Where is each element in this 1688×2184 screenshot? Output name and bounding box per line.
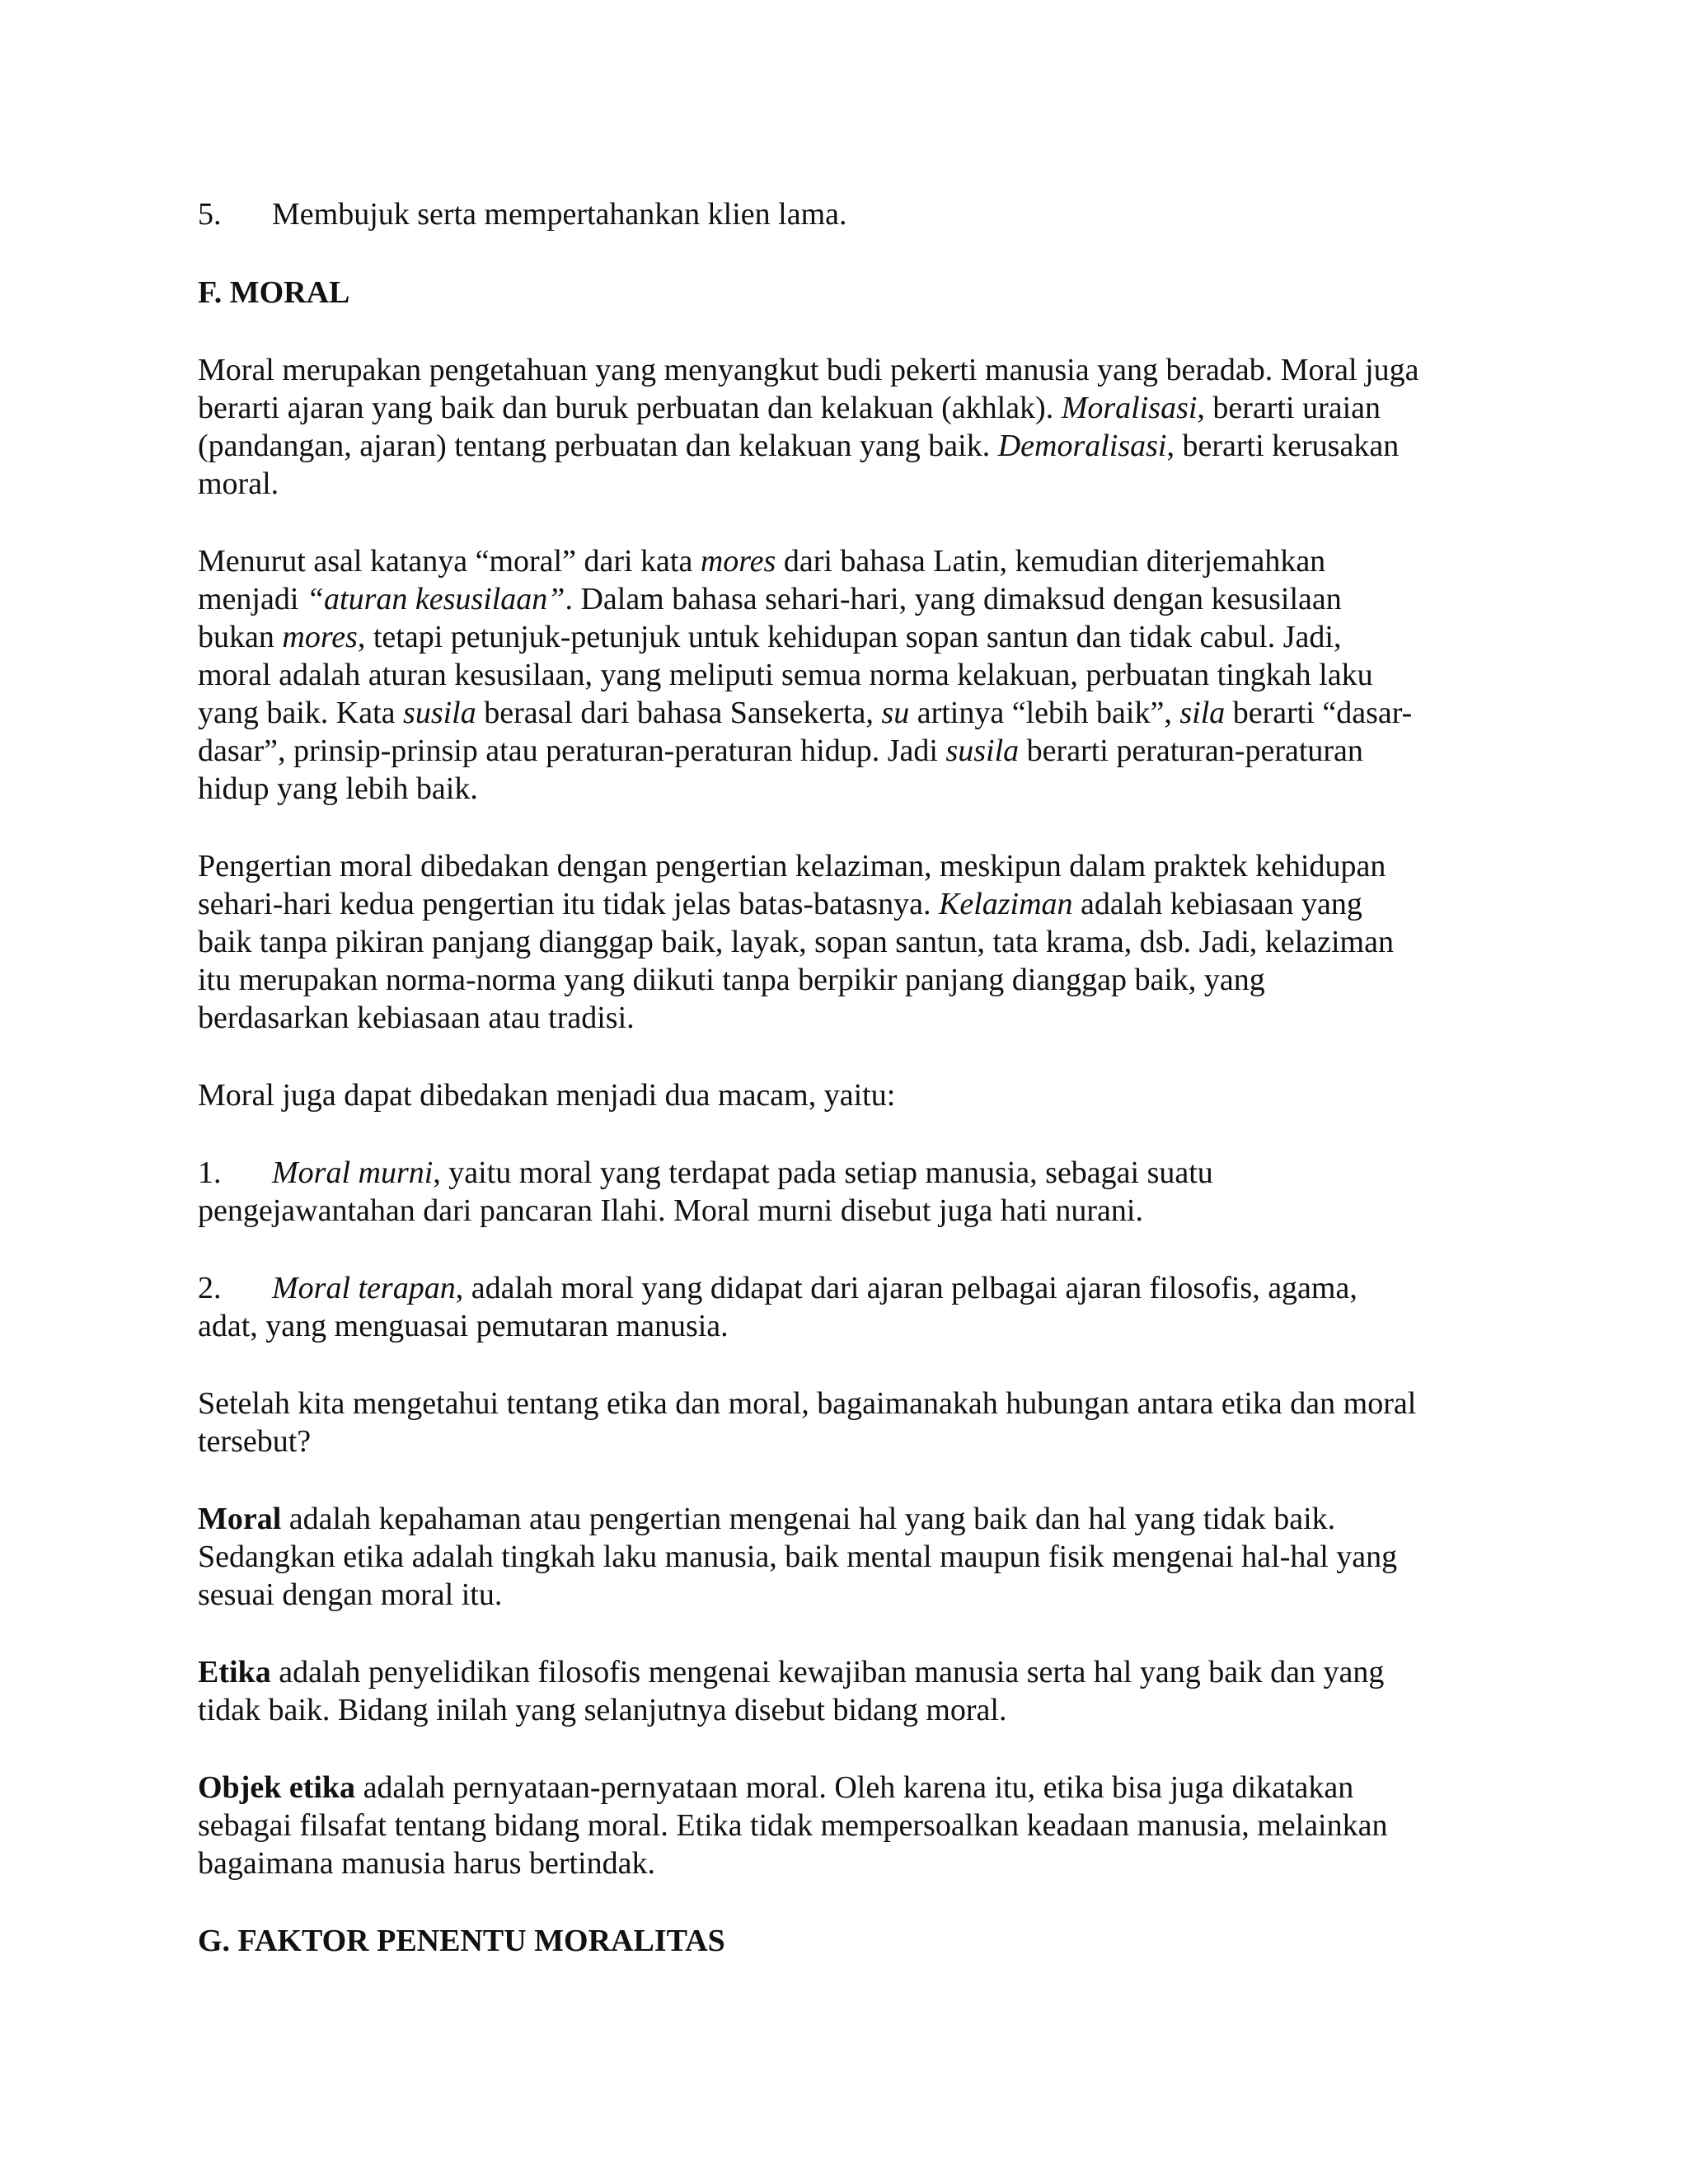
p1-line-2 bbox=[198, 389, 1500, 427]
text-run: yang baik. Kata bbox=[198, 696, 404, 730]
list-number: 5. bbox=[198, 197, 222, 232]
p7-line-2: tidak baik. Bidang inilah yang selanjutnya disebut bidang moral. bbox=[198, 1693, 1007, 1727]
italic-term: susila bbox=[945, 733, 1020, 768]
text-run: . Dalam bahasa sehari-hari, yang dimaksud dengan kesusilaan bbox=[565, 582, 1342, 616]
p5-line-2: tersebut? bbox=[198, 1424, 312, 1459]
text-run: berarti “dasar- bbox=[1225, 696, 1413, 730]
p3-line-1: Pengertian moral dibedakan dengan pengertian kelaziman, meskipun dalam praktek kehidupan bbox=[198, 849, 1386, 883]
numbered-item-1 bbox=[198, 1154, 1500, 1192]
numbered-item-1-line-2: pengejawantahan dari pancaran Ilahi. Moral murni disebut juga hati nurani. bbox=[198, 1193, 1143, 1228]
text-run: bukan bbox=[198, 620, 283, 654]
text-run: , yaitu moral yang terdapat pada setiap manusia, sebagai suatu bbox=[433, 1155, 1213, 1190]
p7-line-1 bbox=[198, 1653, 1500, 1691]
p1-line-1: Moral merupakan pengetahuan yang menyangkut budi pekerti manusia yang beradab. Moral juga bbox=[198, 353, 1419, 387]
p2-line-3 bbox=[198, 618, 1500, 656]
text-run: berarti ajaran yang baik dan buruk perbuatan dan kelakuan (akhlak). bbox=[198, 391, 1062, 425]
text-run: menjadi bbox=[198, 582, 307, 616]
italic-term: Demoralisasi bbox=[997, 429, 1167, 463]
p2-line-6 bbox=[198, 732, 1500, 770]
text-run: dasar”, prinsip-prinsip atau peraturan-peraturan hidup. Jadi bbox=[198, 733, 946, 768]
bold-term: Etika bbox=[198, 1655, 271, 1690]
list-item-text: Membujuk serta mempertahankan klien lama. bbox=[272, 197, 847, 232]
list-item-5 bbox=[198, 195, 1500, 233]
p2-line-1 bbox=[198, 542, 1500, 580]
p6-line-1 bbox=[198, 1500, 1500, 1538]
list-number: 1. bbox=[198, 1155, 222, 1190]
italic-term: susila bbox=[403, 696, 476, 730]
text-run: adalah penyelidikan filosofis mengenai kewajiban manusia serta hal yang baik dan yang bbox=[270, 1655, 1385, 1690]
p3-line-4: itu merupakan norma-norma yang diikuti tanpa berpikir panjang dianggap baik, yang bbox=[198, 963, 1265, 997]
p8-line-2: sebagai filsafat tentang bidang moral. Etika tidak mempersoalkan keadaan manusia, melainkan bbox=[198, 1808, 1388, 1843]
p5-line-1: Setelah kita mengetahui tentang etika dan moral, bagaimanakah hubungan antara etika dan moral bbox=[198, 1386, 1417, 1421]
italic-term: Moralisasi bbox=[1061, 391, 1198, 425]
text-run: , adalah moral yang didapat dari ajaran pelbagai ajaran filosofis, agama, bbox=[455, 1271, 1357, 1305]
bold-term: Moral bbox=[198, 1502, 282, 1536]
p3-line-3: baik tanpa pikiran panjang dianggap baik, layak, sopan santun, tata krama, dsb. Jadi, kelaziman bbox=[198, 925, 1394, 959]
italic-term: mores bbox=[700, 544, 776, 579]
text-run: , berarti kerusakan bbox=[1166, 429, 1400, 463]
p1-line-4: moral. bbox=[198, 466, 279, 501]
text-run: adalah pernyataan-pernyataan moral. Oleh karena itu, etika bisa juga dikatakan bbox=[355, 1770, 1354, 1805]
bold-term: Objek etika bbox=[198, 1770, 356, 1805]
p3-line-2 bbox=[198, 885, 1500, 923]
italic-term: Kelaziman bbox=[938, 887, 1073, 921]
text-run: sehari-hari kedua pengertian itu tidak jelas batas-batasnya. bbox=[198, 887, 939, 921]
p6-line-2: Sedangkan etika adalah tingkah laku manusia, baik mental maupun fisik mengenai hal-hal yang bbox=[198, 1540, 1398, 1574]
section-heading-f: F. MORAL bbox=[198, 275, 350, 310]
text-run: Menurut asal katanya “moral” dari kata bbox=[198, 544, 701, 579]
text-run: artinya “lebih baik”, bbox=[909, 696, 1180, 730]
numbered-item-2 bbox=[198, 1269, 1500, 1307]
p4-line-1: Moral juga dapat dibedakan menjadi dua macam, yaitu: bbox=[198, 1078, 896, 1113]
p3-line-5: berdasarkan kebiasaan atau tradisi. bbox=[198, 1001, 635, 1035]
p8-line-1 bbox=[198, 1769, 1500, 1807]
p2-line-4: moral adalah aturan kesusilaan, yang meliputi semua norma kelakuan, perbuatan tingkah laku bbox=[198, 658, 1373, 692]
p2-line-2 bbox=[198, 580, 1500, 618]
p2-line-5 bbox=[198, 694, 1500, 732]
p8-line-3: bagaimana manusia harus bertindak. bbox=[198, 1846, 656, 1881]
text-run: dari bahasa Latin, kemudian diterjemahkan bbox=[776, 544, 1326, 579]
list-number: 2. bbox=[198, 1271, 222, 1305]
text-run: adalah kepahaman atau pengertian mengenai hal yang baik dan hal yang tidak baik. bbox=[281, 1502, 1336, 1536]
italic-term: mores bbox=[282, 620, 358, 654]
text-run: , berarti uraian bbox=[1197, 391, 1381, 425]
p6-line-3: sesuai dengan moral itu. bbox=[198, 1577, 503, 1612]
numbered-item-2-line-2: adat, yang menguasai pemutaran manusia. bbox=[198, 1309, 729, 1343]
italic-term: “aturan kesusilaan” bbox=[306, 582, 565, 616]
italic-term: Moral murni bbox=[272, 1155, 434, 1190]
italic-term: su bbox=[881, 696, 910, 730]
text-run: berasal dari bahasa Sansekerta, bbox=[476, 696, 882, 730]
p1-line-3 bbox=[198, 427, 1500, 465]
text-run: (pandangan, ajaran) tentang perbuatan dan kelakuan yang baik. bbox=[198, 429, 998, 463]
text-run: adalah kebiasaan yang bbox=[1072, 887, 1362, 921]
text-run: , tetapi petunjuk-petunjuk untuk kehidupan sopan santun dan tidak cabul. Jadi, bbox=[357, 620, 1342, 654]
text-run: berarti peraturan-peraturan bbox=[1019, 733, 1363, 768]
section-heading-g: G. FAKTOR PENENTU MORALITAS bbox=[198, 1924, 725, 1958]
italic-term: Moral terapan bbox=[272, 1271, 456, 1305]
italic-term: sila bbox=[1179, 696, 1226, 730]
p2-line-7: hidup yang lebih baik. bbox=[198, 771, 478, 806]
